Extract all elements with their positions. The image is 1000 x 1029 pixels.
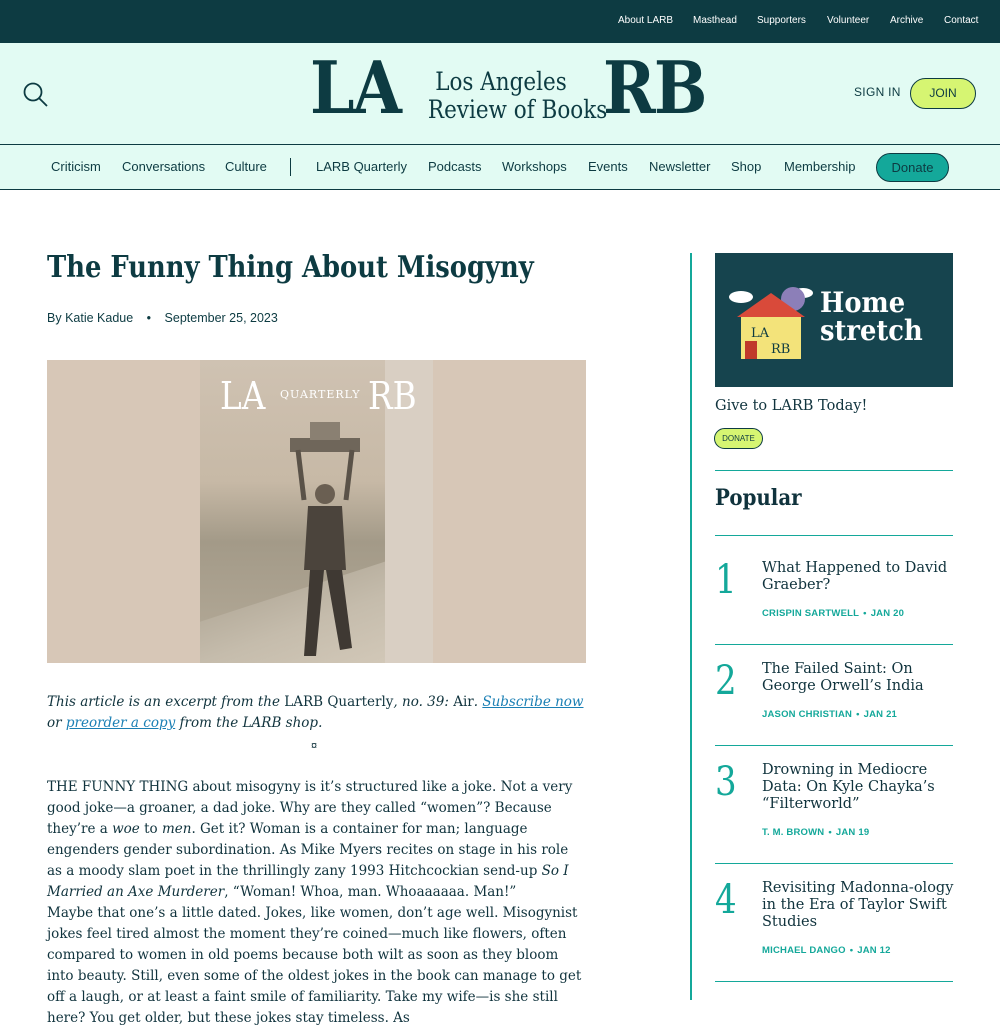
search-icon[interactable] — [22, 81, 50, 109]
utility-bar — [0, 0, 1000, 43]
logo-wordmark — [427, 67, 608, 124]
excerpt-quarterly: LARB Quarterly — [284, 694, 394, 710]
popular-author[interactable]: CRISPIN SARTWELL — [762, 608, 860, 619]
popular-meta — [762, 827, 869, 838]
popular-date: JAN 19 — [835, 827, 870, 838]
logo-la: LA — [310, 45, 401, 130]
util-link-volunteer[interactable]: Volunteer — [827, 15, 870, 26]
author-link[interactable]: Katie Kadue — [65, 311, 134, 325]
excerpt-text: from the LARB shop. — [175, 715, 323, 731]
quarterly-cover — [200, 360, 433, 663]
house-illustration — [727, 277, 815, 365]
popular-date: JAN 21 — [863, 709, 898, 720]
join-button[interactable]: JOIN — [910, 78, 976, 109]
preorder-link[interactable]: preorder a copy — [65, 715, 176, 731]
popular-meta — [762, 709, 897, 720]
article-paragraph: Maybe that one’s a little dated. Jokes, like women, don’t age well. Misogynist jokes feel tired almost the moment they’re coined—much like flowers, often compared to women in old poems because both wilt as soon as they bloom into beauty. Still, even some of the oldest jokes in the book can manage to get off a laugh, or at least a faint smile of familiarity. Take my wife—is she still here? You get older, but these jokes stay timeless. As — [47, 905, 582, 1026]
popular-author[interactable]: MICHAEL DANGO — [762, 945, 846, 956]
ad-headline — [820, 286, 923, 347]
nav-shop[interactable]: Shop — [731, 159, 762, 174]
util-link-masthead[interactable]: Masthead — [693, 15, 737, 26]
meta-separator: • — [828, 827, 832, 838]
logo-line2: Review of Books — [427, 95, 608, 124]
excerpt-text: This article is an excerpt from the — [47, 694, 285, 710]
nav-donate-button[interactable]: Donate — [876, 153, 949, 182]
logo-rb: RB — [603, 45, 706, 130]
sidebar-divider — [715, 535, 953, 536]
byline — [47, 311, 278, 325]
hero-image — [47, 360, 586, 663]
nav-events[interactable]: Events — [588, 159, 628, 174]
sidebar-divider — [715, 644, 953, 645]
house-rb: RB — [771, 342, 791, 357]
meta-separator: • — [849, 945, 854, 956]
home-stretch-ad[interactable] — [715, 253, 953, 387]
para-film-title: So I Married an Axe Murderer — [47, 863, 569, 900]
subscribe-link[interactable]: Subscribe now — [482, 694, 584, 710]
popular-date: JAN 12 — [857, 945, 891, 956]
nav-workshops[interactable]: Workshops — [502, 159, 567, 174]
popular-meta — [762, 608, 904, 619]
article-title: The Funny Thing About Misogyny — [47, 250, 534, 285]
para-text: THE FUNNY THING about misogyny is it’s structured like a joke. Not a very good joke—a groaner, a dad joke. Why are they called “women”? Because they’re a — [47, 779, 573, 837]
cover-quarterly: QUARTERLY — [280, 388, 361, 401]
util-link-contact[interactable]: Contact — [944, 15, 979, 26]
popular-author[interactable]: JASON CHRISTIAN — [762, 709, 853, 720]
ad-line2: stretch — [820, 314, 923, 347]
para-emphasis: woe — [112, 821, 140, 837]
byline-prefix: By — [47, 311, 62, 325]
para-text: to — [139, 821, 162, 837]
give-text: Give to LARB Today! — [715, 398, 868, 414]
popular-author[interactable]: T. M. BROWN — [762, 827, 825, 838]
site-logo[interactable] — [310, 45, 706, 133]
masthead — [0, 43, 1000, 145]
nav-podcasts[interactable]: Podcasts — [428, 159, 482, 174]
excerpt-note — [47, 692, 587, 734]
popular-rank: 4 — [715, 877, 737, 923]
meta-separator: • — [856, 709, 860, 720]
para-text: , “Woman! Whoa, man. Whoaaaaaa. Man!” — [224, 884, 517, 900]
article-date: September 25, 2023 — [164, 311, 278, 325]
sidebar-rule — [690, 253, 692, 1000]
ad-line1: Home — [820, 286, 906, 319]
nav-newsletter[interactable]: Newsletter — [649, 159, 711, 174]
util-link-about[interactable]: About LARB — [618, 15, 674, 26]
byline-separator: • — [146, 311, 152, 325]
main-nav — [0, 145, 1000, 190]
popular-title-link[interactable]: What Happened to David Graeber? — [762, 560, 948, 593]
sidebar-divider — [715, 745, 953, 746]
sidebar-divider — [715, 863, 953, 864]
popular-rank: 1 — [715, 557, 737, 603]
man-figure-illustration — [290, 420, 360, 660]
logo-line1: Los Angeles — [435, 67, 567, 96]
nav-larb-quarterly[interactable]: LARB Quarterly — [316, 159, 408, 174]
util-link-supporters[interactable]: Supporters — [757, 15, 806, 26]
article-paragraph — [47, 777, 587, 903]
popular-title-link[interactable]: Drowning in Mediocre Data: On Kyle Chayka’s “Filterworld” — [762, 762, 935, 812]
cover-rb: RB — [368, 374, 417, 418]
sidebar-divider — [715, 981, 953, 982]
sidebar-divider — [715, 470, 953, 471]
excerpt-text: or — [47, 715, 66, 731]
excerpt-issue: Air — [453, 694, 474, 710]
nav-conversations[interactable]: Conversations — [122, 159, 206, 174]
house-la: LA — [751, 326, 770, 341]
nav-divider — [290, 158, 291, 176]
popular-heading: Popular — [715, 485, 802, 511]
popular-title-link[interactable]: Revisiting Madonna-ology in the Era of Taylor Swift Studies — [762, 880, 954, 930]
popular-title-link[interactable]: The Failed Saint: On George Orwell’s India — [762, 661, 924, 694]
nav-membership[interactable]: Membership — [784, 159, 856, 174]
excerpt-text: . — [473, 694, 483, 710]
meta-separator: • — [863, 608, 867, 619]
para-text: . Get it? Woman is a container for man; language engenders gender subordination. As Mike Myers recites on stage in his role as a moody slam poet in the thrillingly zany 1993 Hitchcockian send-up — [47, 821, 569, 879]
popular-rank: 2 — [715, 658, 737, 704]
popular-date: JAN 20 — [870, 608, 905, 619]
popular-rank: 3 — [715, 759, 737, 805]
excerpt-text: , no. 39: — [393, 694, 454, 710]
section-ornament: ¤ — [311, 740, 318, 752]
popular-meta — [762, 945, 891, 956]
util-link-archive[interactable]: Archive — [890, 15, 924, 26]
nav-criticism[interactable]: Criticism — [51, 159, 101, 174]
nav-culture[interactable]: Culture — [225, 159, 267, 174]
sidebar-donate-button[interactable]: DONATE — [714, 428, 763, 449]
cover-la: LA — [220, 374, 266, 418]
sign-in-link[interactable]: SIGN IN — [854, 85, 901, 99]
para-emphasis: men — [161, 821, 192, 837]
